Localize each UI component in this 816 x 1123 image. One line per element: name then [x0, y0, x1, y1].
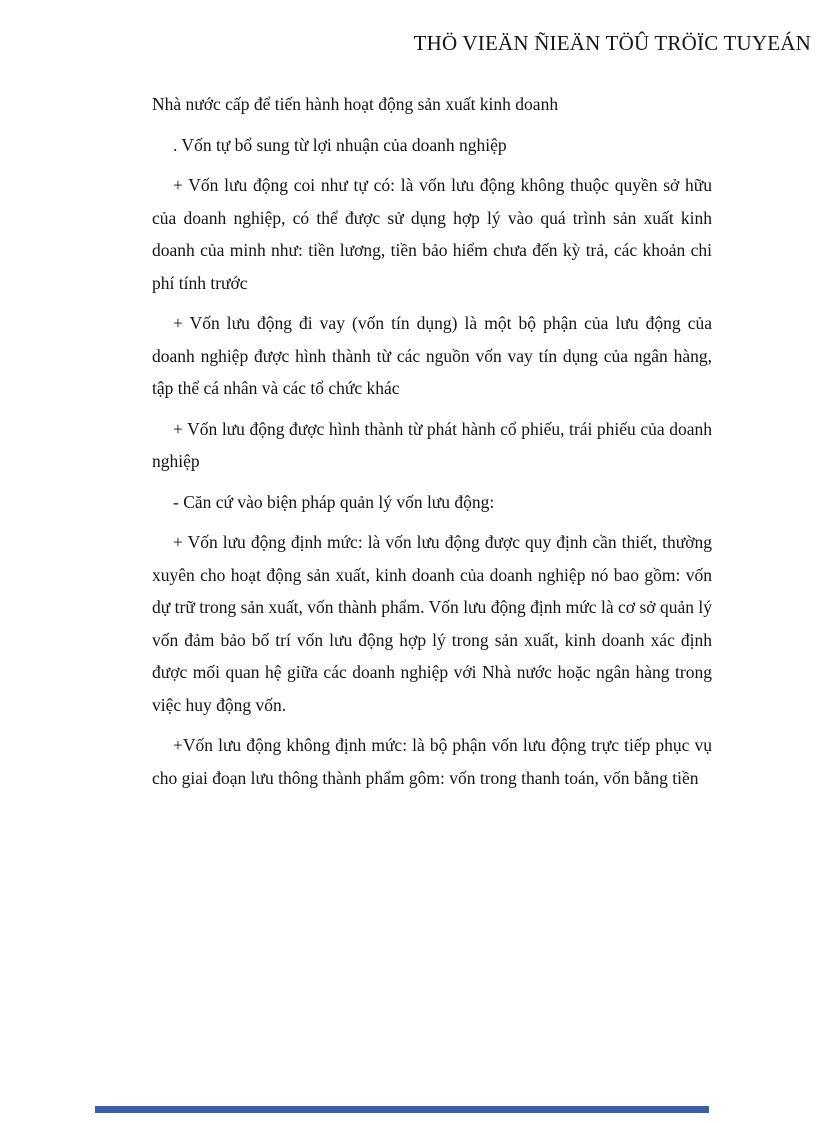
- paragraph: Nhà nước cấp để tiến hành hoạt động sản xuất kinh doanh: [152, 94, 559, 114]
- paragraph: . Vốn tự bổ sung từ lợi nhuận của doanh nghiệp: [173, 134, 507, 155]
- paragraph: + Vốn lưu động đi vay (vốn tín dụng) là một bộ phận của lưu động của doanh nghiệp được hình thành từ các nguồn vốn vay tín dụng của ngân hàng, tập thể cá nhân và các tổ chức khác: [152, 313, 712, 398]
- document-body: [152, 88, 712, 802]
- footer-bar: [95, 1106, 709, 1113]
- watermark-header: THÖ VIEÄN ÑIEÄN TÖÛ TRÖÏC TUYEÁN: [413, 31, 811, 55]
- paragraph: + Vốn lưu động định mức: là vốn lưu động được quy định cần thiết, thường xuyên cho hoạt động sản xuất, kinh doanh của doanh nghiệp nó bao gồm: vốn dự trữ trong sản xuất, vốn thành phẩm. Vốn lưu động định mức là cơ sở quản lý vốn đảm bảo bố trí vốn lưu động hợp lý trong sản xuất, kinh doanh xác định được mối quan hệ giữa các doanh nghiệp với Nhà nước hoặc ngân hàng trong việc huy động vốn.: [152, 532, 712, 715]
- paragraph: - Căn cứ vào biện pháp quản lý vốn lưu động:: [173, 491, 495, 512]
- paragraph: + Vốn lưu động coi như tự có: là vốn lưu động không thuộc quyền sở hữu của doanh nghiệp, có thể được sử dụng hợp lý vào quá trình sản xuất kinh doanh của minh như: tiền lương, tiền bảo hiểm chưa đến kỳ trả, các khoản chi phí tính trước: [152, 175, 712, 293]
- paragraph: + Vốn lưu động được hình thành từ phát hành cổ phiếu, trái phiếu của doanh nghiệp: [152, 418, 712, 471]
- paragraph: +Vốn lưu động không định mức: là bộ phận vốn lưu động trực tiếp phục vụ cho giai đoạn lưu thông thành phẩm gôm: vốn trong thanh toán, vốn bằng tiền: [152, 735, 712, 788]
